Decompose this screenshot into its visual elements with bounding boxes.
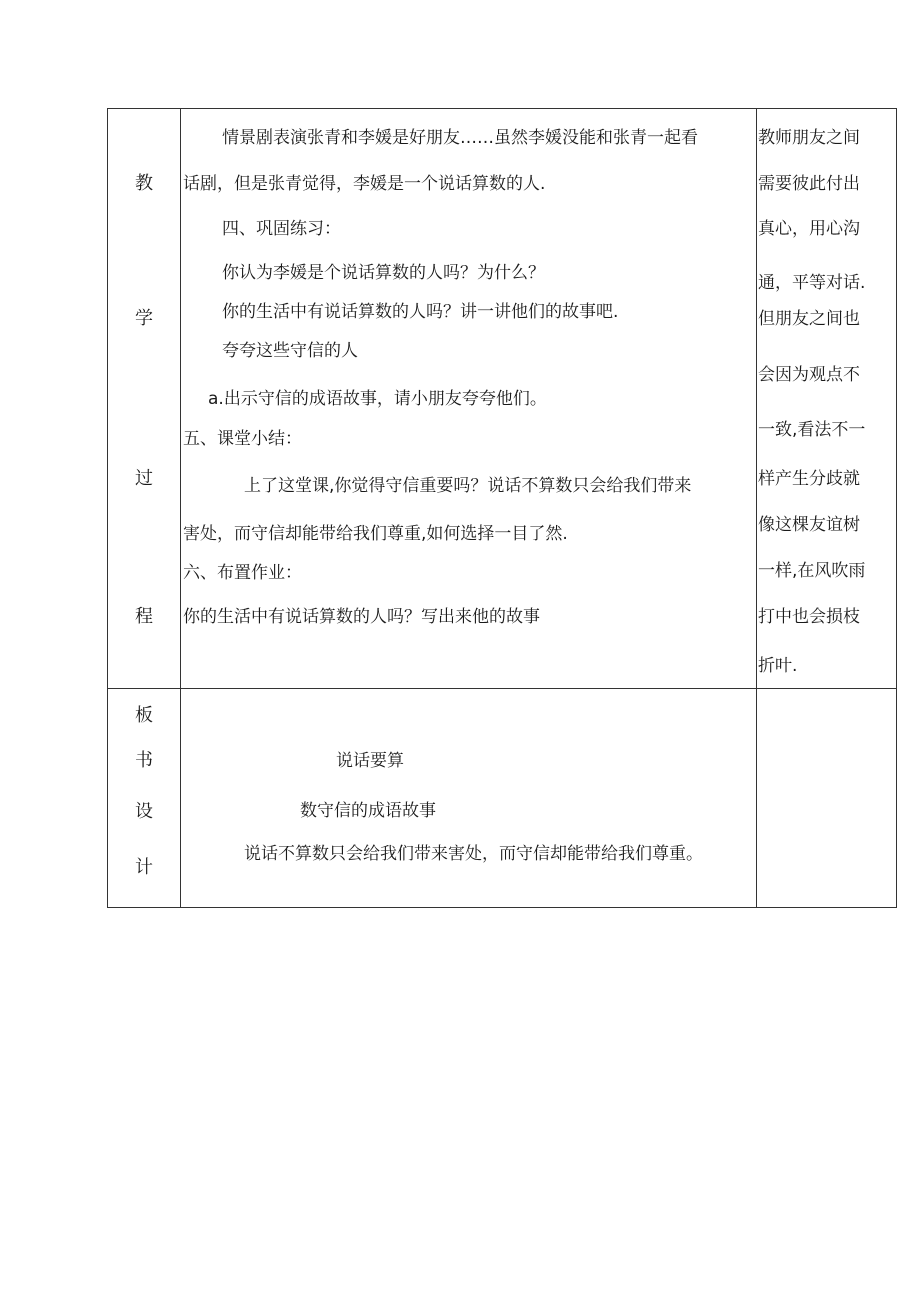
label-char: 设 (135, 801, 153, 822)
table-border-middle (107, 688, 897, 689)
note-line: 折叶. (758, 656, 798, 676)
table-border-top (107, 108, 897, 109)
label-char: 学 (135, 308, 153, 329)
note-line: 打中也会损枝 (758, 607, 860, 627)
process-line: 你认为李媛是个说话算数的人吗？为什么？ (222, 263, 545, 283)
board-line: 说话不算数只会给我们带来害处，而守信却能带给我们尊重。 (244, 844, 703, 864)
board-line: 说话要算 (336, 751, 404, 771)
note-line: 需要彼此付出 (758, 174, 860, 194)
note-line: 一样,在风吹雨 (758, 561, 866, 581)
process-line: 你的生活中有说话算数的人吗？讲一讲他们的故事吧. (222, 302, 619, 322)
note-line: 像这棵友谊树 (758, 515, 860, 535)
note-line: 但朋友之间也 (758, 309, 860, 329)
process-line: 夸夸这些守信的人 (222, 341, 358, 361)
label-char: 过 (135, 468, 153, 489)
note-line: 样产生分歧就 (758, 469, 860, 489)
note-line: 会因为观点不 (758, 365, 860, 385)
section-heading: 六、布置作业： (183, 563, 302, 583)
note-line: 通，平等对话. (758, 273, 866, 293)
section-heading: 五、课堂小结： (183, 429, 302, 449)
label-char: 书 (135, 750, 153, 771)
table-divider-2 (756, 108, 757, 908)
label-char: 板 (135, 705, 153, 726)
label-char: 计 (135, 857, 153, 878)
table-border-left (107, 108, 108, 908)
board-line: 数守信的成语故事 (300, 801, 436, 821)
process-line: 你的生活中有说话算数的人吗？写出来他的故事 (183, 607, 540, 627)
label-char: 程 (135, 606, 153, 627)
process-line: 上了这堂课,你觉得守信重要吗？说话不算数只会给我们带来 (244, 476, 692, 496)
table-border-bottom (107, 907, 897, 908)
process-line: a.出示守信的成语故事，请小朋友夸夸他们。 (208, 389, 547, 409)
process-line: 情景剧表演张青和李媛是好朋友……虽然李媛没能和张青一起看 (222, 128, 698, 148)
note-line: 真心，用心沟 (758, 219, 860, 239)
note-line: 教师朋友之间 (758, 128, 860, 148)
process-line: 话剧，但是张青觉得，李媛是一个说话算数的人. (183, 174, 546, 194)
table-divider-1 (180, 108, 181, 908)
note-line: 一致,看法不一 (758, 420, 866, 440)
section-heading: 四、巩固练习： (222, 219, 341, 239)
process-line: 害处，而守信却能带给我们尊重,如何选择一目了然. (183, 524, 568, 544)
table-border-right (896, 108, 897, 908)
label-char: 教 (135, 173, 153, 194)
